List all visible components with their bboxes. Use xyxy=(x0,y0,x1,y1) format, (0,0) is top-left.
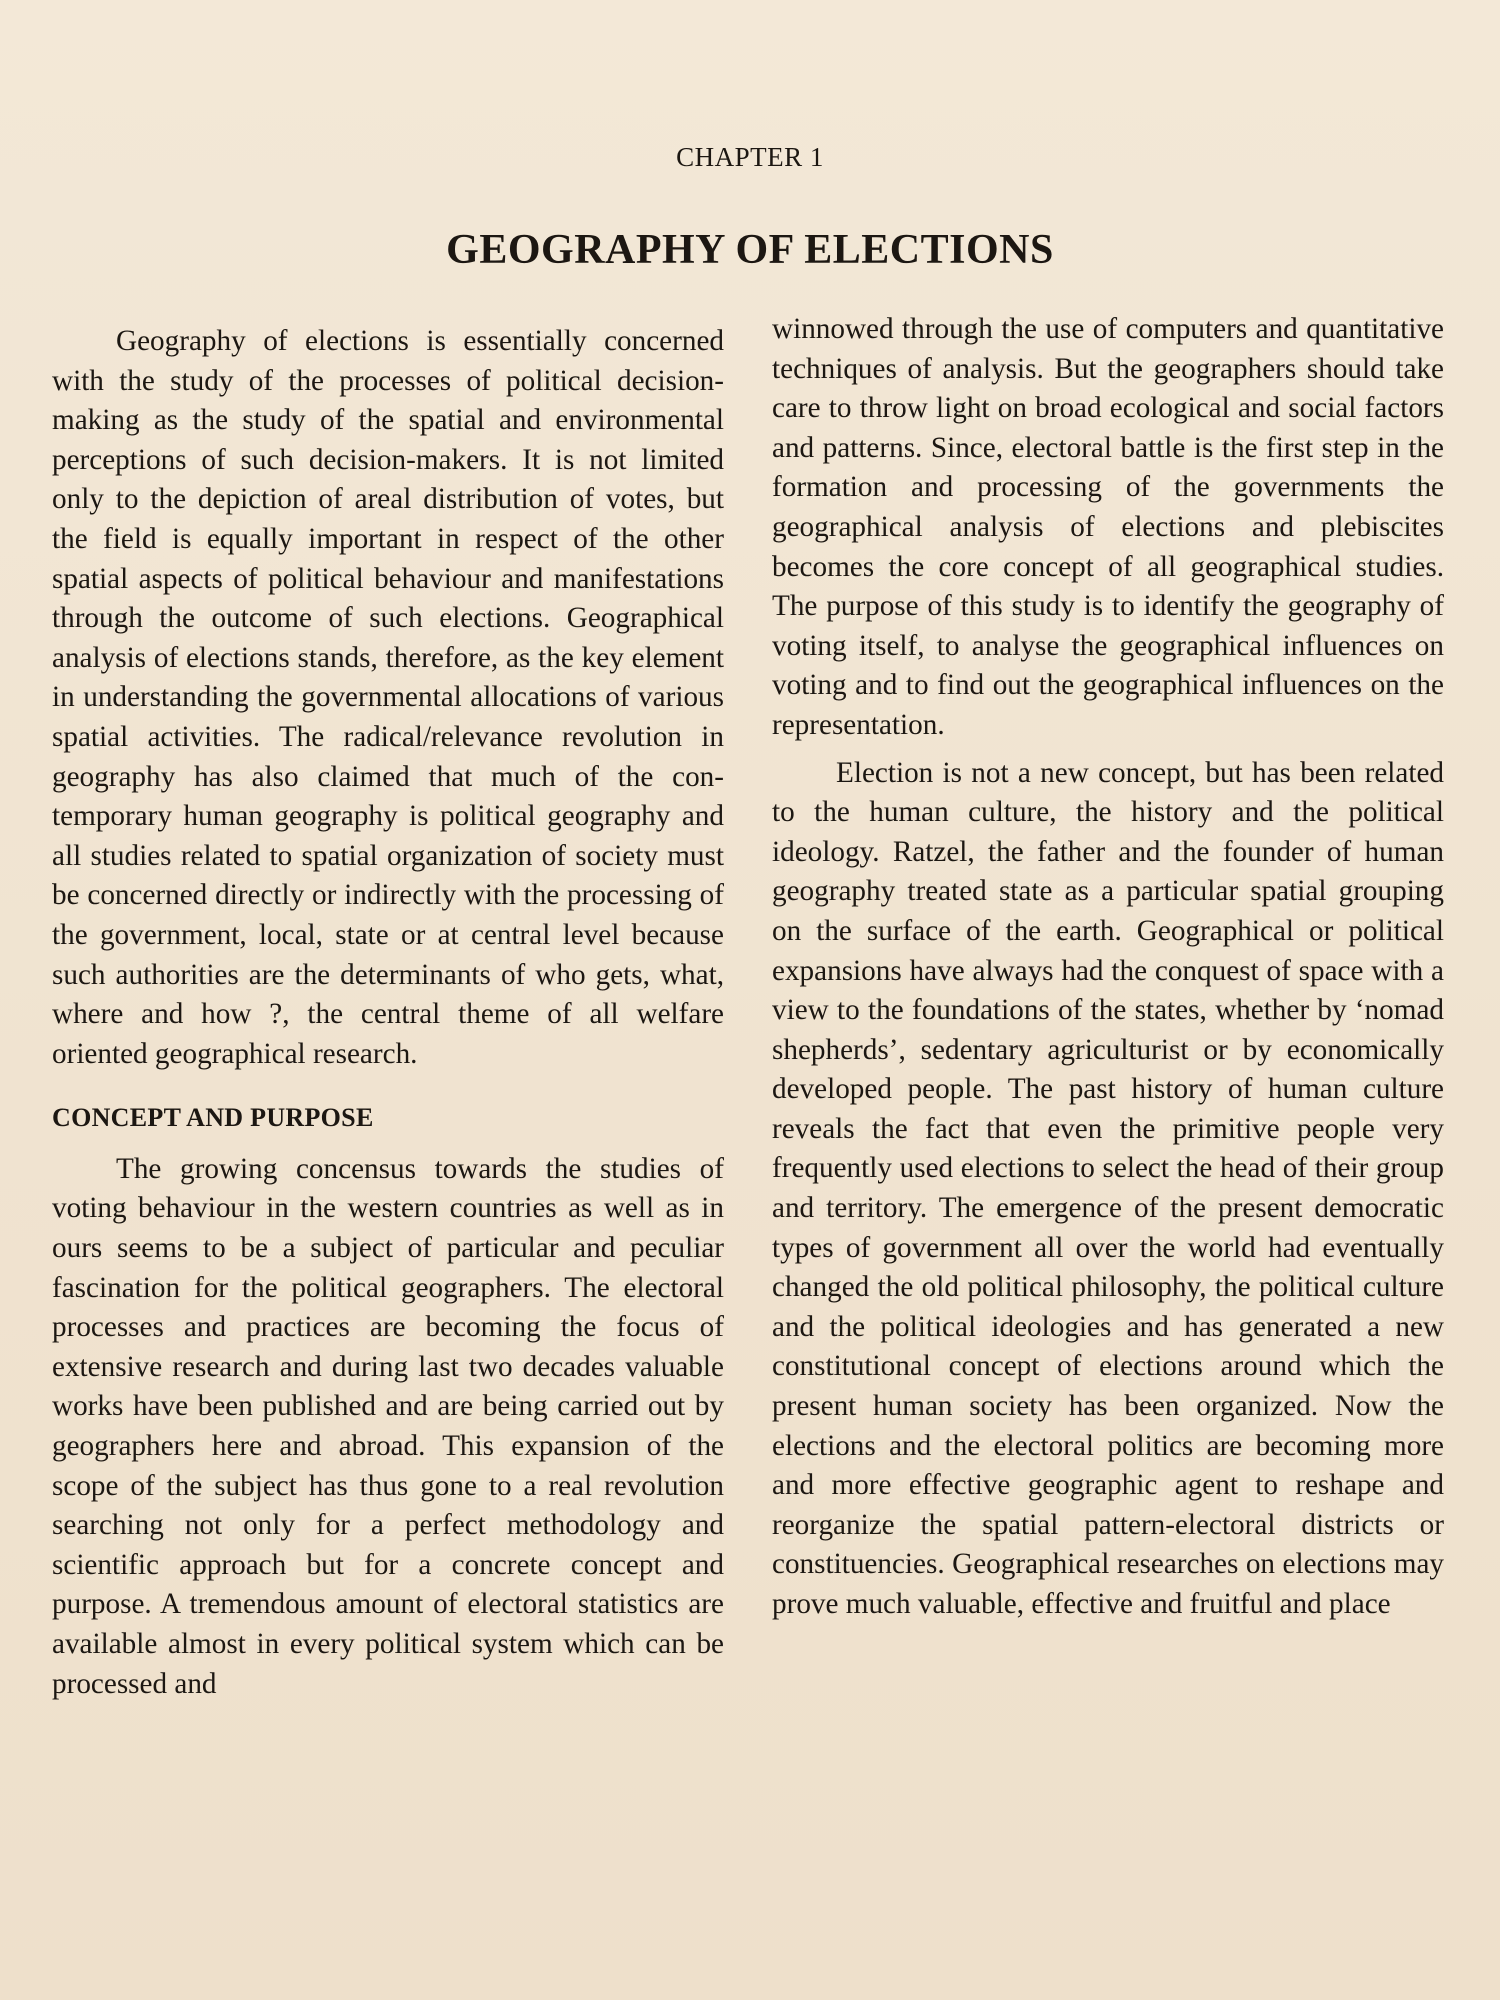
continued-paragraph: winnowed through the use of computers and quantitative techniques of analysis. But the geographers should take care to throw light on broad ecological and social factors and patterns. Since, electoral battle is the first step in the formation and processing of the governments the geographical analysis of elections and plebiscites becomes the core concept of all geographical studies. The purpose of this study is to identify the geography of voting itself, to analyse the geographical influences on voting and to find out the geographical influences on the representation. xyxy=(772,313,1444,741)
right-column xyxy=(772,310,1444,1625)
section-heading: CONCEPT AND PURPOSE xyxy=(52,1103,374,1133)
left-column xyxy=(52,322,724,1704)
intro-paragraph: Geography of elections is essentially concerned with the study of the processes of political decision-making as the study of the spatial and environmental perceptions of such decision-makers. It is not limited only to the depiction of areal distribution of votes, but the field is equally important in respect of the other spatial aspects of political behaviour and manifestations through the outcome of such elections. Geographical analysis of elections stands, therefore, as the key element in understanding the governmental allocations of various spatial activities. The radical/relevance revolution in geography has also claimed that much of the contemporary human geography is political geography and all studies related to spatial organization of society must be concerned directly or indirectly with the processing of the government, local, state or at central level because such authorities are the determinants of who gets, what, where and how ?, the central theme of all welfare oriented geographical research. xyxy=(52,325,724,1070)
concept-paragraph: The growing concensus towards the studies of voting behaviour in the western countries as well as in ours seems to be a subject of particular and peculiar fascination for the political geographers. The electoral processes and practices are becoming the focus of extensive research and during last two decades valuable works have been published and are being carried out by geographers here and abroad. This expansion of the scope of the subject has thus gone to a real revolution searching not only for a perfect methodology and scientific approach but for a concrete concept and purpose. A tremendous amount of electoral statistics are available almost in every political system which can be processed and xyxy=(52,1152,724,1700)
chapter-label: CHAPTER 1 xyxy=(676,142,824,172)
chapter-title: GEOGRAPHY OF ELECTIONS xyxy=(446,227,1054,273)
election-paragraph: Election is not a new concept, but has been related to the human culture, the history and the political ideology. Ratzel, the father and the founder of human geography treated state as a particular spatial grouping on the surface of the earth. Geographical or political expansions have always had the conquest of space with a view to the foundations of the states, whether by ‘nomad shepherds’, sedentary agriculturist or by economically developed people. The past history of human culture reveals the fact that even the primitive people very frequently used elections to select the head of their group and territory. The emergence of the present democratic types of government all over the world had eventually changed the old political philosophy, the political culture and the political ideologies and has generated a new constitutional concept of elections around which the present human society has been organized. Now the elections and the electoral politics are becoming more and more effective geographic agent to reshape and reorganize the spatial pattern-electoral districts or constituencies. Geographical researches on elections may prove much valuable, effective and fruitful and place xyxy=(772,756,1444,1620)
